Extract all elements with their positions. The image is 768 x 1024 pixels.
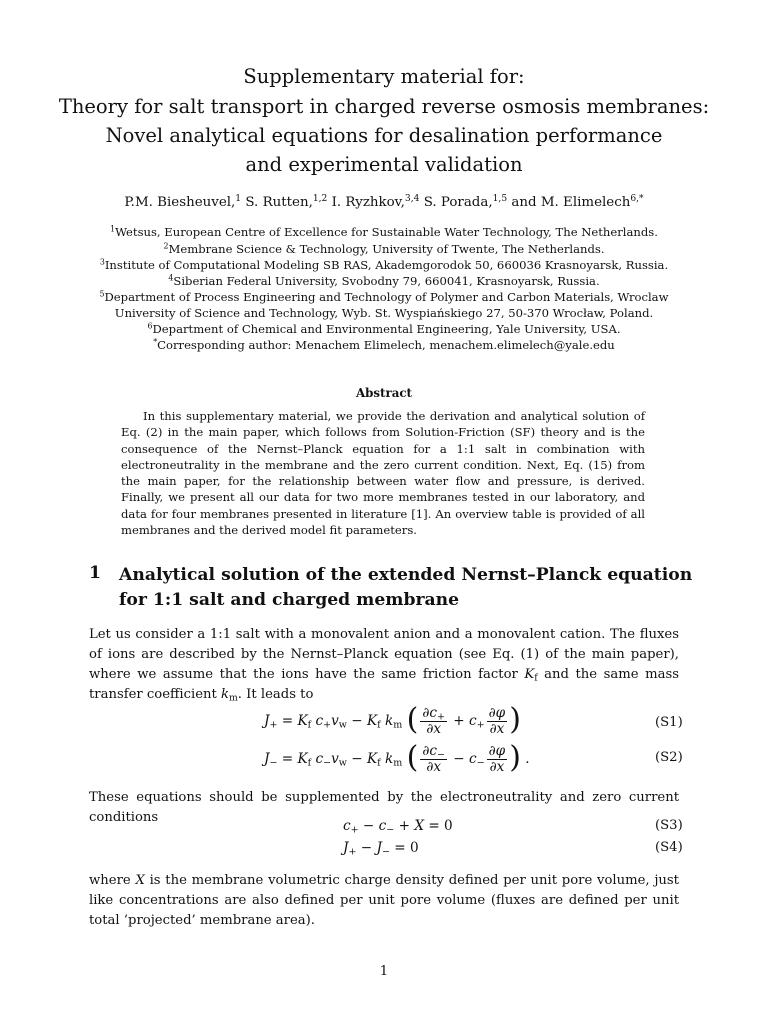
affiliation: $^6$Department of Chemical and Environmental Engineering, Yale University, USA. xyxy=(147,321,621,336)
author: S. Rutten,$^{1,2}$ xyxy=(245,194,328,210)
equation-s3: $c_+ - c_- + X = 0$ xyxy=(343,818,453,836)
affiliation: $^3$Institute of Computational Modeling SB RAS, Akademgorodok 50, 660036 Krasnoyarsk, Russia. xyxy=(99,257,669,272)
equation-label: (S4) xyxy=(655,840,683,855)
affiliation: $^5$Department of Process Engineering and Technology of Polymer and Carbon Materials, Wroclaw xyxy=(99,289,669,304)
page-number: 1 xyxy=(379,964,389,979)
author: P.M. Biesheuvel,$^1$ xyxy=(124,194,242,210)
title-line-4: and experimental validation xyxy=(245,153,523,176)
title-line-3: Novel analytical equations for desalination performance xyxy=(105,124,663,147)
section-title-line-1: Analytical solution of the extended Nernst–Planck equation xyxy=(119,565,693,585)
title-line-1: Supplementary material for: xyxy=(243,65,525,88)
equation-label: (S3) xyxy=(655,818,683,833)
corresponding-author: *Corresponding author: Menachem Elimelech, menachem.elimelech@yale.edu xyxy=(153,337,615,352)
section-title-line-2: for 1:1 salt and charged membrane xyxy=(119,590,460,610)
equation-label: (S2) xyxy=(655,750,683,765)
affiliation: $^2$Membrane Science & Technology, University of Twente, The Netherlands. xyxy=(163,241,605,256)
affiliation: $^1$Wetsus, European Centre of Excellence for Sustainable Water Technology, The Netherlands. xyxy=(110,224,658,239)
author: S. Porada,$^{1,5}$ xyxy=(423,194,508,210)
equation-s1: $J_+ = K_f$ $c_+v_w - K_f$ $k_m$ ( $\frac{\partial c_+}{\partial x}$ + $c_+$ $\frac{\partial\varphi}{\partial x}$ ) xyxy=(264,701,521,737)
paragraph: These equations should be supplemented by the electroneutrality and zero current conditions xyxy=(89,790,679,825)
equation-s4: $J_+ - J_- = 0$ xyxy=(343,840,419,858)
paragraph: Let us consider a 1:1 salt with a monovalent anion and a monovalent cation. The fluxes of ions are described by the Nernst–Planck equation (see Eq. (1) of the main paper), where we assume that the ions have the same friction factor $K_f$ and the same mass transfer coefficient $k_m$. It leads to xyxy=(89,627,679,704)
author: and M. Elimelech$^{6,*}$ xyxy=(511,194,644,210)
title-line-2: Theory for salt transport in charged reverse osmosis membranes: xyxy=(58,95,710,118)
section-number: 1 xyxy=(89,563,101,583)
affiliation: University of Science and Technology, Wyb. St. Wyspiańskiego 27, 50-370 Wrocław, Poland. xyxy=(114,306,654,320)
equation-label: (S1) xyxy=(655,715,683,730)
abstract-heading: Abstract xyxy=(356,386,412,400)
author-list xyxy=(0,195,768,210)
affiliation: $^4$Siberian Federal University, Svobodny 79, 660041, Krasnoyarsk, Russia. xyxy=(168,273,600,288)
author: I. Ryzhkov,$^{3,4}$ xyxy=(331,194,420,210)
equation-s2: $J_- = K_f$ $c_-v_w - K_f$ $k_m$ ( $\frac{\partial c_-}{\partial x}$ − $c_-$ $\frac{\partial\varphi}{\partial x}$ ) . xyxy=(264,739,530,775)
paragraph: where X is the membrane volumetric charge density defined per unit pore volume, just like concentrations are also defined per unit pore volume (fluxes are defined per unit total ‘projected’ membrane area). xyxy=(89,873,679,928)
abstract-body: In this supplementary material, we provide the derivation and analytical solution of Eq. (2) in the main paper, which follows from Solution-Friction (SF) theory and is the consequence of the Nernst–Planck equation for a 1:1 salt in combination with electroneutrality in the membrane and the zero current condition. Next, Eq. (15) from the main paper, for the relationship between water flow and pressure, is derived. Finally, we present all our data for two more membranes tested in our laboratory, and data for four membranes presented in literature [1]. An overview table is provided of all membranes and the derived model fit parameters. xyxy=(121,409,645,538)
